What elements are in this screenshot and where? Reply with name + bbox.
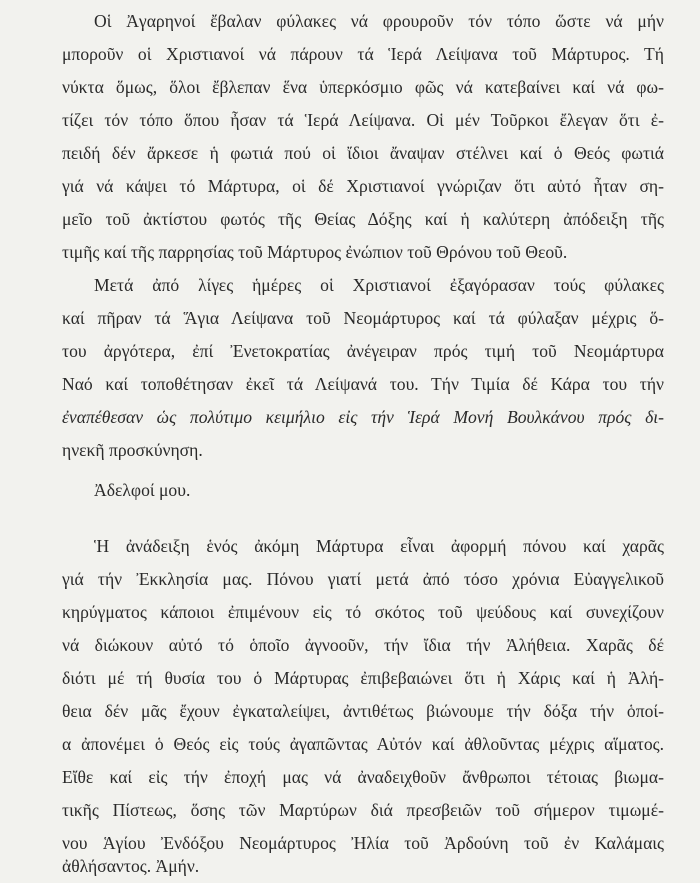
text-line: Οἱ Ἀγαρηνοί ἔβαλαν φύλακες νά φρουροῦν τόν τόπο ὥστε νά μήν [94, 11, 664, 31]
text-line: Ἡ ἀνάδειξη ἑνός ἀκόμη Μάρτυρα εἶναι ἀφορμή πόνου καί χαρᾶς [94, 536, 664, 556]
text-line: νου Ἁγίου Ἐνδόξου Νεομάρτυρος Ἠλία τοῦ Ἀρδούνη τοῦ ἐν Καλάμαις [62, 833, 664, 853]
text-line: α ἀπονέμει ὁ Θεός εἰς τούς ἀγαπῶντας Αὐτόν καί ἀθλοῦντας μέχρις αἵματος. [62, 734, 664, 754]
text-line: γιά τήν Ἐκκλησία μας. Πόνου γιατί μετά ἀπό τόσο χρόνια Εὐαγγελικοῦ [62, 569, 664, 589]
address-line: Ἀδελφοί μου. [94, 480, 191, 500]
text-line: γιά νά κάψει τό Μάρτυρα, οἱ δέ Χριστιανοί γνώριζαν ὅτι αὐτό ἦταν ση- [62, 176, 664, 196]
text-line: ἐναπέθεσαν ὡς πολύτιμο κειμήλιο εἰς τήν Ἱερά Μονή Βουλκάνου πρός δι- [62, 407, 664, 427]
text-line: του ἀργότερα, ἐπί Ἐνετοκρατίας ἀνέγειραν πρός τιμή τοῦ Νεομάρτυρα [62, 341, 664, 361]
text-line: τιμῆς καί τῆς παρρησίας τοῦ Μάρτυρος ἐνώπιον τοῦ Θρόνου τοῦ Θεοῦ. [62, 242, 568, 262]
text-line: Ναό καί τοποθέτησαν ἐκεῖ τά Λείψανά του. Τήν Τιμία δέ Κάρα του τήν [62, 374, 664, 394]
text-line: Μετά ἀπό λίγες ἡμέρες οἱ Χριστιανοί ἐξαγόρασαν τούς φύλακες [94, 275, 664, 295]
text-line: θεια δέν μᾶς ἔχουν ἐγκαταλείψει, ἀντιθέτως βιώνουμε τήν δόξα τήν ὁποί- [62, 701, 664, 721]
text-line: τικῆς Πίστεως, ὅσης τῶν Μαρτύρων διά πρεσβειῶν τοῦ σήμερον τιμωμέ- [62, 800, 664, 820]
text-line: ηνεκῆ προσκύνηση. [62, 440, 203, 460]
text-line: μποροῦν οἱ Χριστιανοί νά πάρουν τά Ἱερά Λείψανα τοῦ Μάρτυρος. Τή [62, 44, 664, 64]
text-line: νά διώκουν αὐτό τό ὁποῖο ἀγνοοῦν, τήν ἴδια τήν Ἀλήθεια. Χαρᾶς δέ [62, 635, 664, 655]
text-line: πειδή δέν ἄρκεσε ἡ φωτιά πού οἱ ἴδιοι ἄναψαν στέλνει καί ὁ Θεός φωτιά [62, 143, 664, 163]
text-line: καί πῆραν τά Ἅγια Λείψανα τοῦ Νεομάρτυρος καί τά φύλαξαν μέχρις ὅ- [62, 308, 664, 328]
text-line: νύκτα ὅμως, ὅλοι ἔβλεπαν ἕνα ὑπερκόσμιο φῶς νά κατεβαίνει καί νά φω- [62, 77, 664, 97]
text-line: διότι μέ τή θυσία του ὁ Μάρτυρας ἐπιβεβαιώνει ὅτι ἡ Χάρις καί ἡ Ἀλή- [62, 668, 664, 688]
text-line: Εἴθε καί εἰς τήν ἐποχή μας νά ἀναδειχθοῦν ἄνθρωποι τέτοιας βιωμα- [62, 767, 664, 787]
text-line: ἀθλήσαντος. Ἀμήν. [62, 856, 200, 876]
text-line: κηρύγματος κάποιοι ἐπιμένουν εἰς τό σκότος τοῦ ψεύδους καί συνεχίζουν [62, 602, 664, 622]
text-line: τίζει τόν τόπο ὅπου ἦσαν τά Ἱερά Λείψανα. Οἱ μέν Τοῦρκοι ἔλεγαν ὅτι ἐ- [62, 110, 664, 130]
text-line: μεῖο τοῦ ἀκτίστου φωτός τῆς Θείας Δόξης καί ἡ καλύτερη ἀπόδειξη τῆς [62, 209, 664, 229]
